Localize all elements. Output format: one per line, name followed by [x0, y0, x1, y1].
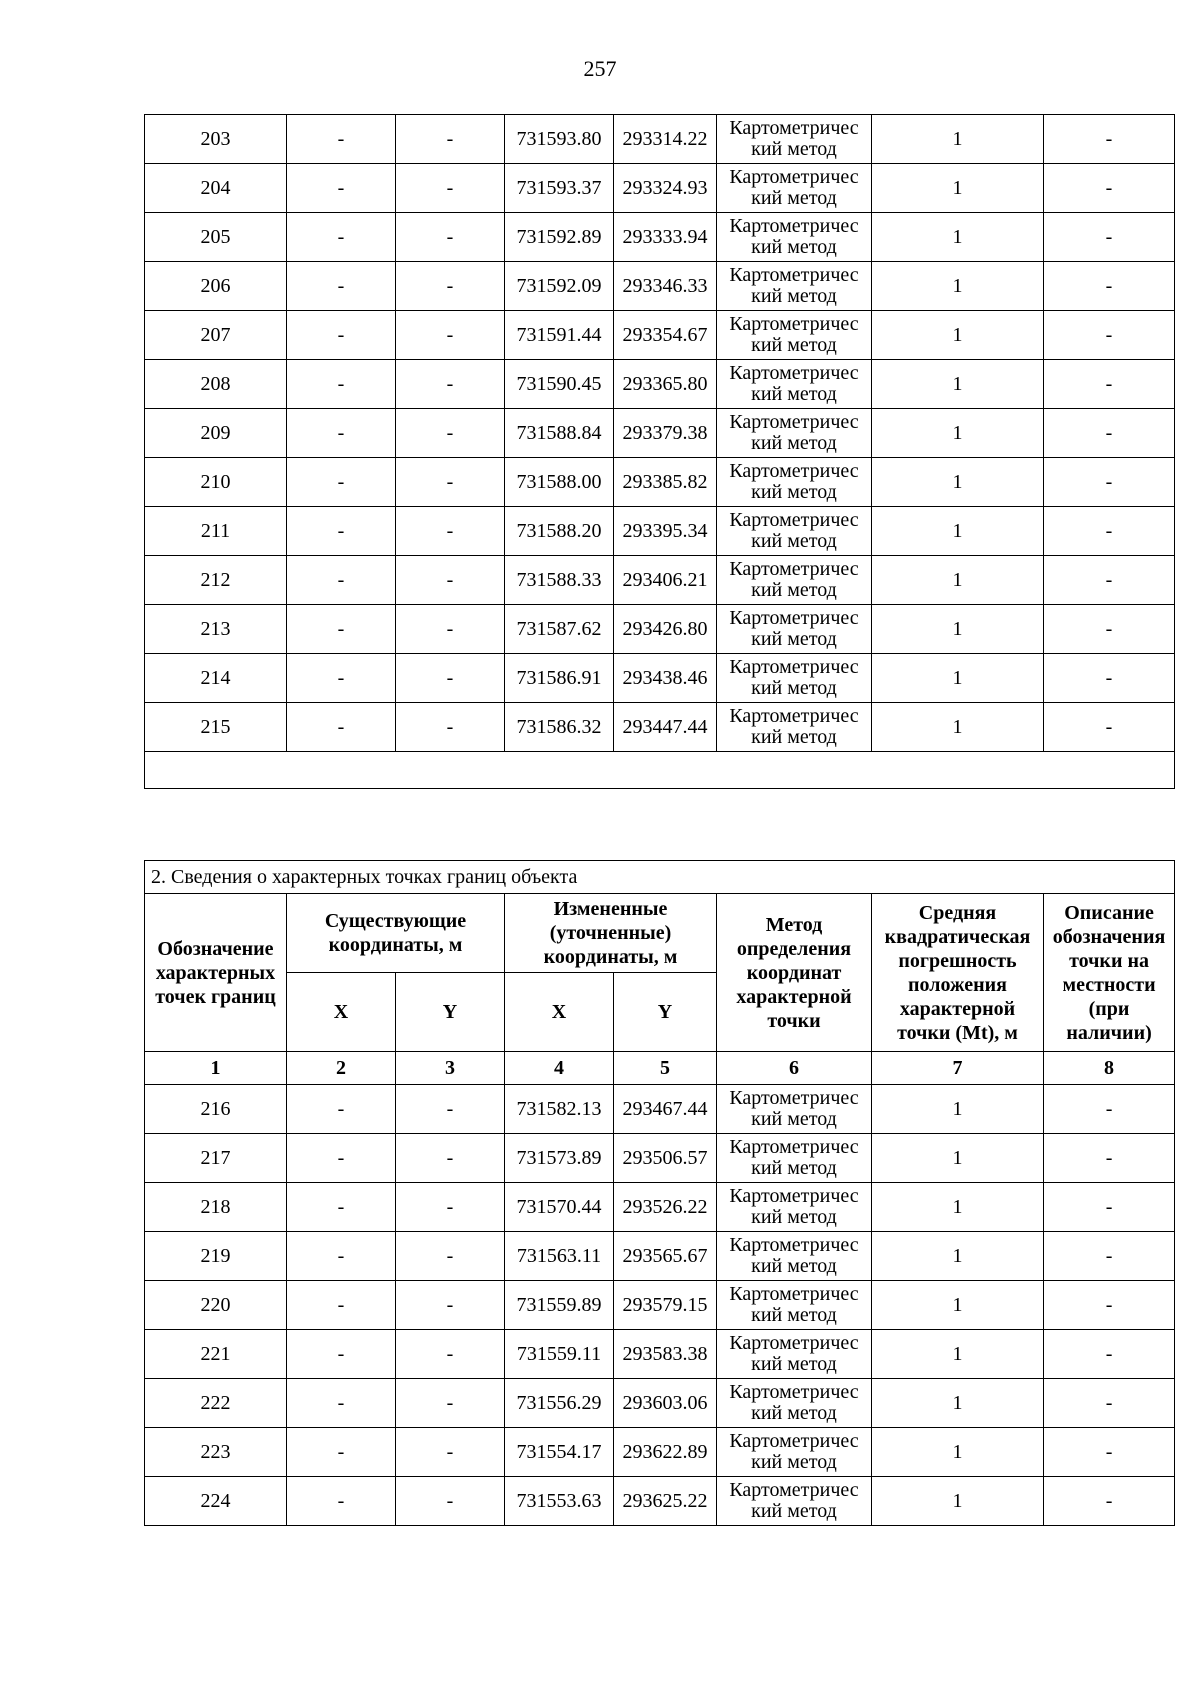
method-line-2: кий метод	[751, 1108, 837, 1130]
existing-x-cell: -	[287, 1477, 396, 1526]
changed-x-cell: 731559.11	[505, 1330, 614, 1379]
changed-y-cell: 293333.94	[614, 213, 717, 262]
method-line-1: Картометричес	[729, 1332, 859, 1354]
method-line-1: Картометричес	[729, 1479, 859, 1501]
changed-y-cell: 293526.22	[614, 1183, 717, 1232]
changed-x-cell: 731592.89	[505, 213, 614, 262]
header-existing-y: Y	[396, 973, 505, 1052]
method-cell	[717, 164, 872, 213]
existing-x-cell: -	[287, 1183, 396, 1232]
existing-y-cell: -	[396, 1183, 505, 1232]
method-line-2: кий метод	[751, 187, 837, 209]
mt-cell: 1	[872, 654, 1044, 703]
changed-x-cell: 731588.00	[505, 458, 614, 507]
method-line-1: Картометричес	[729, 1430, 859, 1452]
header-changed-x: X	[505, 973, 614, 1052]
method-line-1: Картометричес	[729, 1185, 859, 1207]
changed-x-cell: 731559.89	[505, 1281, 614, 1330]
method-cell	[717, 556, 872, 605]
point-number-cell: 219	[145, 1232, 287, 1281]
existing-x-cell: -	[287, 1379, 396, 1428]
changed-x-cell: 731556.29	[505, 1379, 614, 1428]
method-line-2: кий метод	[751, 432, 837, 454]
existing-x-cell: -	[287, 458, 396, 507]
method-cell	[717, 360, 872, 409]
description-cell: -	[1044, 1232, 1175, 1281]
method-cell	[717, 507, 872, 556]
existing-x-cell: -	[287, 1428, 396, 1477]
mt-cell: 1	[872, 1477, 1044, 1526]
changed-x-cell: 731573.89	[505, 1134, 614, 1183]
description-cell: -	[1044, 507, 1175, 556]
point-number-cell: 221	[145, 1330, 287, 1379]
mt-cell: 1	[872, 1134, 1044, 1183]
existing-x-cell: -	[287, 654, 396, 703]
changed-y-cell: 293565.67	[614, 1232, 717, 1281]
table-row	[145, 1183, 1175, 1232]
changed-y-cell: 293603.06	[614, 1379, 717, 1428]
method-cell	[717, 1085, 872, 1134]
method-line-2: кий метод	[751, 138, 837, 160]
table-row	[145, 409, 1175, 458]
header-method: Метод определения координат характерной точки	[717, 894, 872, 1052]
mt-cell: 1	[872, 164, 1044, 213]
point-number-cell: 220	[145, 1281, 287, 1330]
method-cell	[717, 1232, 872, 1281]
method-line-2: кий метод	[751, 1255, 837, 1277]
mt-cell: 1	[872, 507, 1044, 556]
changed-y-cell: 293625.22	[614, 1477, 717, 1526]
existing-x-cell: -	[287, 164, 396, 213]
point-number-cell: 213	[145, 605, 287, 654]
existing-y-cell: -	[396, 654, 505, 703]
description-cell: -	[1044, 1085, 1175, 1134]
mt-cell: 1	[872, 1085, 1044, 1134]
description-cell: -	[1044, 409, 1175, 458]
existing-y-cell: -	[396, 262, 505, 311]
empty-cell	[145, 752, 1175, 789]
header-mt: Средняя квадратическая погрешность положения характерной точки (Mt), м	[872, 894, 1044, 1052]
column-number: 6	[717, 1052, 872, 1085]
point-number-cell: 210	[145, 458, 287, 507]
existing-x-cell: -	[287, 311, 396, 360]
point-number-cell: 205	[145, 213, 287, 262]
description-cell: -	[1044, 311, 1175, 360]
column-number: 5	[614, 1052, 717, 1085]
point-number-cell: 214	[145, 654, 287, 703]
existing-x-cell: -	[287, 1134, 396, 1183]
existing-y-cell: -	[396, 556, 505, 605]
table-row	[145, 703, 1175, 752]
existing-x-cell: -	[287, 703, 396, 752]
method-line-1: Картометричес	[729, 411, 859, 433]
table-row	[145, 164, 1175, 213]
changed-y-cell: 293438.46	[614, 654, 717, 703]
point-number-cell: 203	[145, 115, 287, 164]
table-row	[145, 1085, 1175, 1134]
header-point: Обозначение характерных точек границ	[145, 894, 287, 1052]
existing-x-cell: -	[287, 360, 396, 409]
method-line-2: кий метод	[751, 1157, 837, 1179]
existing-x-cell: -	[287, 507, 396, 556]
existing-y-cell: -	[396, 605, 505, 654]
changed-y-cell: 293583.38	[614, 1330, 717, 1379]
description-cell: -	[1044, 115, 1175, 164]
column-number: 1	[145, 1052, 287, 1085]
table-row	[145, 654, 1175, 703]
table-row	[145, 458, 1175, 507]
mt-cell: 1	[872, 556, 1044, 605]
existing-y-cell: -	[396, 507, 505, 556]
point-number-cell: 223	[145, 1428, 287, 1477]
mt-cell: 1	[872, 1330, 1044, 1379]
existing-x-cell: -	[287, 1281, 396, 1330]
changed-x-cell: 731590.45	[505, 360, 614, 409]
table-row	[145, 1281, 1175, 1330]
changed-y-cell: 293395.34	[614, 507, 717, 556]
description-cell: -	[1044, 458, 1175, 507]
column-number: 2	[287, 1052, 396, 1085]
description-cell: -	[1044, 1428, 1175, 1477]
method-line-1: Картометричес	[729, 607, 859, 629]
mt-cell: 1	[872, 213, 1044, 262]
method-cell	[717, 1428, 872, 1477]
method-line-1: Картометричес	[729, 1136, 859, 1158]
method-line-1: Картометричес	[729, 313, 859, 335]
existing-y-cell: -	[396, 1379, 505, 1428]
changed-x-cell: 731586.91	[505, 654, 614, 703]
method-line-2: кий метод	[751, 236, 837, 258]
method-line-1: Картометричес	[729, 1234, 859, 1256]
existing-y-cell: -	[396, 1281, 505, 1330]
existing-x-cell: -	[287, 213, 396, 262]
description-cell: -	[1044, 164, 1175, 213]
existing-y-cell: -	[396, 1085, 505, 1134]
changed-y-cell: 293426.80	[614, 605, 717, 654]
point-number-cell: 209	[145, 409, 287, 458]
existing-y-cell: -	[396, 311, 505, 360]
changed-x-cell: 731587.62	[505, 605, 614, 654]
method-cell	[717, 1330, 872, 1379]
existing-y-cell: -	[396, 409, 505, 458]
changed-x-cell: 731588.84	[505, 409, 614, 458]
method-line-2: кий метод	[751, 1451, 837, 1473]
point-number-cell: 212	[145, 556, 287, 605]
point-number-cell: 215	[145, 703, 287, 752]
method-line-2: кий метод	[751, 726, 837, 748]
existing-x-cell: -	[287, 262, 396, 311]
changed-x-cell: 731588.33	[505, 556, 614, 605]
point-number-cell: 204	[145, 164, 287, 213]
method-line-1: Картометричес	[729, 509, 859, 531]
changed-x-cell: 731553.63	[505, 1477, 614, 1526]
boundary-points-table	[144, 860, 1175, 1526]
method-cell	[717, 213, 872, 262]
method-line-2: кий метод	[751, 481, 837, 503]
changed-x-cell: 731593.37	[505, 164, 614, 213]
point-number-cell: 217	[145, 1134, 287, 1183]
changed-y-cell: 293324.93	[614, 164, 717, 213]
existing-y-cell: -	[396, 1330, 505, 1379]
description-cell: -	[1044, 556, 1175, 605]
mt-cell: 1	[872, 115, 1044, 164]
method-line-2: кий метод	[751, 628, 837, 650]
mt-cell: 1	[872, 1428, 1044, 1477]
point-number-cell: 207	[145, 311, 287, 360]
point-number-cell: 211	[145, 507, 287, 556]
method-line-2: кий метод	[751, 1304, 837, 1326]
column-number-row	[145, 1052, 1175, 1085]
changed-y-cell: 293346.33	[614, 262, 717, 311]
changed-y-cell: 293379.38	[614, 409, 717, 458]
table-row	[145, 311, 1175, 360]
mt-cell: 1	[872, 262, 1044, 311]
description-cell: -	[1044, 654, 1175, 703]
mt-cell: 1	[872, 703, 1044, 752]
changed-y-cell: 293385.82	[614, 458, 717, 507]
mt-cell: 1	[872, 605, 1044, 654]
header-row-1	[145, 894, 1175, 973]
method-line-2: кий метод	[751, 285, 837, 307]
table-row	[145, 1232, 1175, 1281]
mt-cell: 1	[872, 1232, 1044, 1281]
mt-cell: 1	[872, 1183, 1044, 1232]
existing-x-cell: -	[287, 1085, 396, 1134]
changed-x-cell: 731591.44	[505, 311, 614, 360]
changed-y-cell: 293622.89	[614, 1428, 717, 1477]
method-cell	[717, 1379, 872, 1428]
existing-y-cell: -	[396, 1428, 505, 1477]
changed-x-cell: 731588.20	[505, 507, 614, 556]
method-line-2: кий метод	[751, 1500, 837, 1522]
existing-y-cell: -	[396, 1477, 505, 1526]
method-line-1: Картометричес	[729, 1283, 859, 1305]
changed-x-cell: 731582.13	[505, 1085, 614, 1134]
existing-y-cell: -	[396, 164, 505, 213]
table2-body	[145, 1085, 1175, 1526]
mt-cell: 1	[872, 458, 1044, 507]
method-line-2: кий метод	[751, 1206, 837, 1228]
table-row	[145, 1134, 1175, 1183]
description-cell: -	[1044, 262, 1175, 311]
changed-y-cell: 293579.15	[614, 1281, 717, 1330]
method-line-2: кий метод	[751, 1353, 837, 1375]
method-cell	[717, 262, 872, 311]
mt-cell: 1	[872, 409, 1044, 458]
point-number-cell: 222	[145, 1379, 287, 1428]
description-cell: -	[1044, 213, 1175, 262]
changed-x-cell: 731586.32	[505, 703, 614, 752]
table-row	[145, 556, 1175, 605]
existing-x-cell: -	[287, 409, 396, 458]
changed-x-cell: 731554.17	[505, 1428, 614, 1477]
method-line-1: Картометричес	[729, 656, 859, 678]
table-row	[145, 605, 1175, 654]
point-number-cell: 224	[145, 1477, 287, 1526]
method-cell	[717, 1134, 872, 1183]
description-cell: -	[1044, 605, 1175, 654]
existing-y-cell: -	[396, 115, 505, 164]
table-row	[145, 213, 1175, 262]
method-line-2: кий метод	[751, 530, 837, 552]
changed-x-cell: 731570.44	[505, 1183, 614, 1232]
header-changed-y: Y	[614, 973, 717, 1052]
description-cell: -	[1044, 1134, 1175, 1183]
table-row	[145, 1477, 1175, 1526]
table-row	[145, 1330, 1175, 1379]
method-cell	[717, 1477, 872, 1526]
changed-y-cell: 293365.80	[614, 360, 717, 409]
table-row	[145, 1428, 1175, 1477]
description-cell: -	[1044, 1281, 1175, 1330]
mt-cell: 1	[872, 1281, 1044, 1330]
header-existing-x: X	[287, 973, 396, 1052]
changed-x-cell: 731592.09	[505, 262, 614, 311]
description-cell: -	[1044, 1330, 1175, 1379]
changed-y-cell: 293506.57	[614, 1134, 717, 1183]
existing-y-cell: -	[396, 458, 505, 507]
method-cell	[717, 703, 872, 752]
table-caption: 2. Сведения о характерных точках границ объекта	[145, 861, 1175, 894]
point-number-cell: 218	[145, 1183, 287, 1232]
existing-y-cell: -	[396, 1134, 505, 1183]
existing-x-cell: -	[287, 605, 396, 654]
method-cell	[717, 1281, 872, 1330]
empty-row	[145, 752, 1175, 789]
method-line-1: Картометричес	[729, 460, 859, 482]
table1-body	[145, 115, 1175, 752]
point-number-cell: 216	[145, 1085, 287, 1134]
column-number: 8	[1044, 1052, 1175, 1085]
header-changed: Измененные (уточненные) координаты, м	[505, 894, 717, 973]
method-line-1: Картометричес	[729, 264, 859, 286]
method-line-1: Картометричес	[729, 166, 859, 188]
table-row	[145, 1379, 1175, 1428]
description-cell: -	[1044, 1379, 1175, 1428]
existing-y-cell: -	[396, 213, 505, 262]
header-existing: Существующие координаты, м	[287, 894, 505, 973]
page-number: 257	[583, 56, 617, 81]
mt-cell: 1	[872, 311, 1044, 360]
method-line-1: Картометричес	[729, 362, 859, 384]
changed-y-cell: 293354.67	[614, 311, 717, 360]
changed-x-cell: 731563.11	[505, 1232, 614, 1281]
column-number: 4	[505, 1052, 614, 1085]
mt-cell: 1	[872, 1379, 1044, 1428]
existing-y-cell: -	[396, 360, 505, 409]
point-number-cell: 206	[145, 262, 287, 311]
description-cell: -	[1044, 1477, 1175, 1526]
method-line-2: кий метод	[751, 677, 837, 699]
coordinates-table-continued	[144, 114, 1175, 789]
description-cell: -	[1044, 1183, 1175, 1232]
changed-y-cell: 293314.22	[614, 115, 717, 164]
method-line-1: Картометричес	[729, 215, 859, 237]
header-desc: Описание обозначения точки на местности (при наличии)	[1044, 894, 1175, 1052]
method-cell	[717, 115, 872, 164]
method-line-2: кий метод	[751, 1402, 837, 1424]
method-line-1: Картометричес	[729, 1381, 859, 1403]
table-row	[145, 507, 1175, 556]
method-line-2: кий метод	[751, 579, 837, 601]
table-row	[145, 262, 1175, 311]
changed-y-cell: 293447.44	[614, 703, 717, 752]
method-line-2: кий метод	[751, 334, 837, 356]
method-cell	[717, 605, 872, 654]
column-number: 3	[396, 1052, 505, 1085]
existing-x-cell: -	[287, 1232, 396, 1281]
existing-x-cell: -	[287, 556, 396, 605]
description-cell: -	[1044, 360, 1175, 409]
changed-y-cell: 293406.21	[614, 556, 717, 605]
description-cell: -	[1044, 703, 1175, 752]
existing-x-cell: -	[287, 1330, 396, 1379]
method-line-1: Картометричес	[729, 558, 859, 580]
existing-y-cell: -	[396, 1232, 505, 1281]
point-number-cell: 208	[145, 360, 287, 409]
method-cell	[717, 409, 872, 458]
column-number: 7	[872, 1052, 1044, 1085]
method-line-1: Картометричес	[729, 1087, 859, 1109]
method-line-1: Картометричес	[729, 705, 859, 727]
table-row	[145, 115, 1175, 164]
method-cell	[717, 654, 872, 703]
table-caption-row	[145, 861, 1175, 894]
method-cell	[717, 458, 872, 507]
method-line-2: кий метод	[751, 383, 837, 405]
method-line-1: Картометричес	[729, 117, 859, 139]
method-cell	[717, 1183, 872, 1232]
changed-y-cell: 293467.44	[614, 1085, 717, 1134]
changed-x-cell: 731593.80	[505, 115, 614, 164]
existing-x-cell: -	[287, 115, 396, 164]
mt-cell: 1	[872, 360, 1044, 409]
method-cell	[717, 311, 872, 360]
table-row	[145, 360, 1175, 409]
existing-y-cell: -	[396, 703, 505, 752]
